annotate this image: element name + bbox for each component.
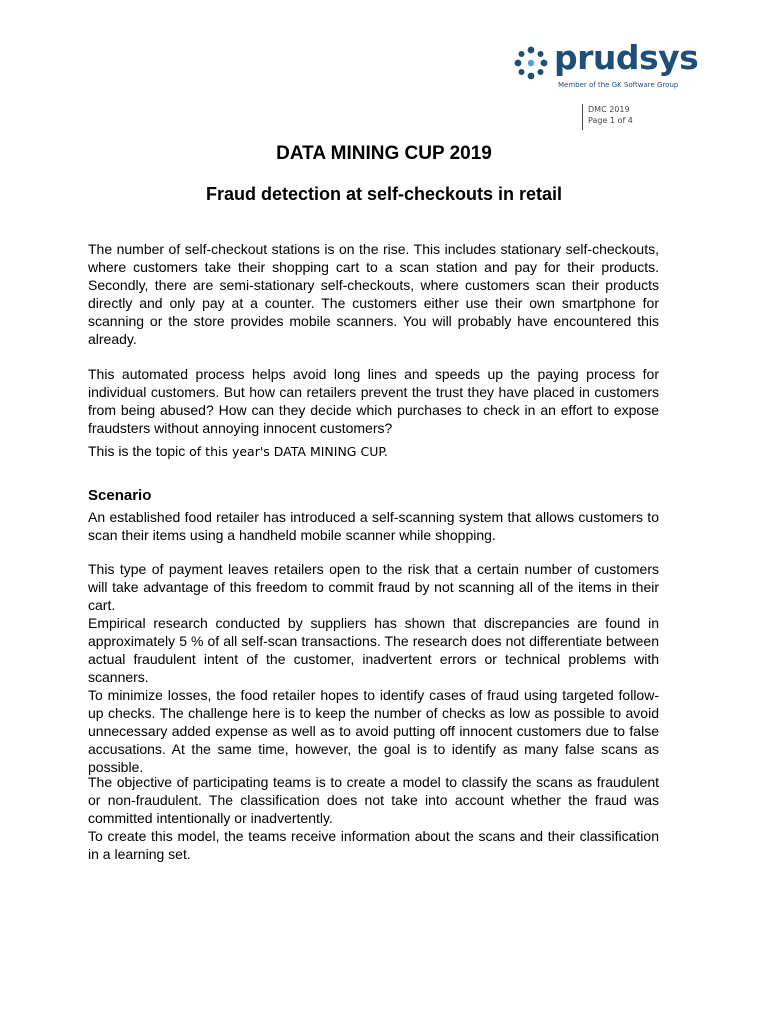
intro-paragraph-2: This automated process helps avoid long lines and speeds up the paying process for individual customers. But how can retailers prevent the trust they have placed in customers from being abused? How can they decide which purchases to check in an effort to expose fraudsters without annoying innocent customers? <box>88 366 659 436</box>
topic-line <box>88 442 659 461</box>
logo-wordmark: prudsys <box>554 38 699 77</box>
logo-dots-icon <box>514 46 548 80</box>
topic-line-prefix: This is the topic <box>88 443 190 459</box>
document-info <box>582 104 633 130</box>
doc-id: DMC 2019 <box>588 105 630 114</box>
topic-line-suffix: of this year's DATA MINING CUP. <box>189 444 388 459</box>
scenario-paragraph-5: The objective of participating teams is to create a model to classify the scans as fraudulent or non-fraudulent. The classification does not take into account whether the fraud was committed intentionally or inadvertently. <box>88 774 659 826</box>
scenario-paragraph-1: An established food retailer has introduced a self-scanning system that allows customers to scan their items using a handheld mobile scanner while shopping. <box>88 509 659 543</box>
scenario-paragraph-6: To create this model, the teams receive information about the scans and their classification in a learning set. <box>88 828 659 862</box>
scenario-paragraph-4: To minimize losses, the food retailer hopes to identify cases of fraud using targeted follow-up checks. The challenge here is to keep the number of checks as low as possible to avoid unnecessary added expense as well as to avoid putting off innocent customers due to false accusations. At the same time, however, the goal is to identify as many false scans as possible. <box>88 687 659 775</box>
scenario-paragraph-2: This type of payment leaves retailers open to the risk that a certain number of customers will take advantage of this freedom to commit fraud by not scanning all of the items in their cart. <box>88 561 659 613</box>
intro-paragraph-1: The number of self-checkout stations is on the rise. This includes stationary self-checkouts, where customers take their shopping cart to a scan station and pay for their products. Secondly, there are semi-stationary self-checkouts, where customers scan their products directly and only pay at a counter. The customers either use their own smartphone for scanning or the store provides mobile scanners. You will probably have encountered this already. <box>88 241 659 347</box>
document-subtitle: Fraud detection at self-checkouts in retail <box>205 184 563 204</box>
scenario-heading: Scenario <box>88 487 152 504</box>
logo-tagline: Member of the GK Software Group <box>558 81 679 89</box>
prudsys-logo <box>514 38 714 94</box>
page-number: Page 1 of 4 <box>588 116 633 125</box>
scenario-paragraph-3: Empirical research conducted by suppliers has shown that discrepancies are found in approximately 5 % of all self-scan transactions. The research does not differentiate between actual fraudulent intent of the customer, inadvertent errors or technical problems with scanners. <box>88 615 659 685</box>
document-title: DATA MINING CUP 2019 <box>276 143 492 164</box>
